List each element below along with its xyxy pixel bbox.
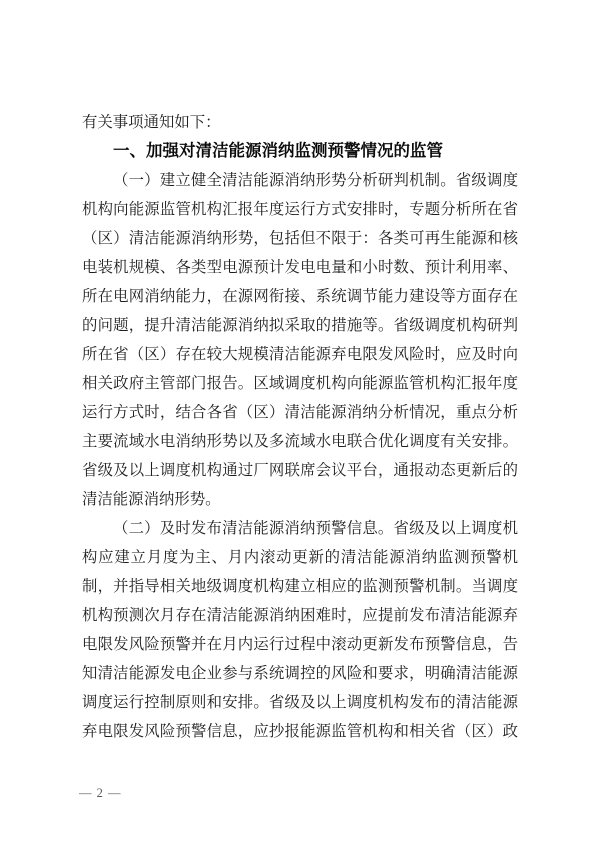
section-heading: 一、加强对清洁能源消纳监测预警情况的监管 [113,142,443,160]
body-line: 制，并指导相关地级调度机构建立相应的监测预警机制。当调度 [82,578,518,595]
body-line: 构应建立月度为主、月内滚动更新的清洁能源消纳监测预警机 [82,549,518,566]
body-line: 省级及以上调度机构通过厂网联席会议平台，通报动态更新后的 [82,462,518,479]
document-body [82,108,518,746]
body-line: 所在省（区）存在较大规模清洁能源弃电限发风险时，应及时向 [82,346,518,363]
body-line: 运行方式时，结合各省（区）清洁能源消纳分析情况，重点分析 [82,404,518,421]
body-line: 电装机规模、各类型电源预计发电电量和小时数、预计利用率、 [82,259,518,276]
intro-line: 有关事项通知如下： [82,114,221,131]
body-line: 相关政府主管部门报告。区域调度机构向能源监管机构汇报年度 [82,375,518,392]
body-line: 知清洁能源发电企业参与系统调控的风险和要求，明确清洁能源 [82,665,518,682]
body-line: （二）及时发布清洁能源消纳预警信息。省级及以上调度机 [113,520,518,537]
body-line: 的问题，提升清洁能源消纳拟采取的措施等。省级调度机构研判 [82,317,518,334]
body-line: （一）建立健全清洁能源消纳形势分析研判机制。省级调度 [113,172,518,189]
body-line: 弃电限发风险预警信息，应抄报能源监管机构和相关省（区）政 [82,723,518,740]
body-line: （区）清洁能源消纳形势，包括但不限于：各类可再生能源和核 [82,230,518,247]
body-line: 主要流域水电消纳形势以及多流域水电联合优化调度有关安排。 [82,433,518,450]
page-number: — 2 — [79,786,122,800]
body-line: 清洁能源消纳形势。 [82,491,221,508]
body-line: 调度运行控制原则和安排。省级及以上调度机构发布的清洁能源 [82,694,518,711]
body-line: 机构向能源监管机构汇报年度运行方式安排时，专题分析所在省 [82,201,518,218]
body-line: 所在电网消纳能力，在源网衔接、系统调节能力建设等方面存在 [82,288,518,305]
body-line: 电限发风险预警并在月内运行过程中滚动更新发布预警信息，告 [82,636,518,653]
body-line: 机构预测次月存在清洁能源消纳困难时，应提前发布清洁能源弃 [82,607,518,624]
